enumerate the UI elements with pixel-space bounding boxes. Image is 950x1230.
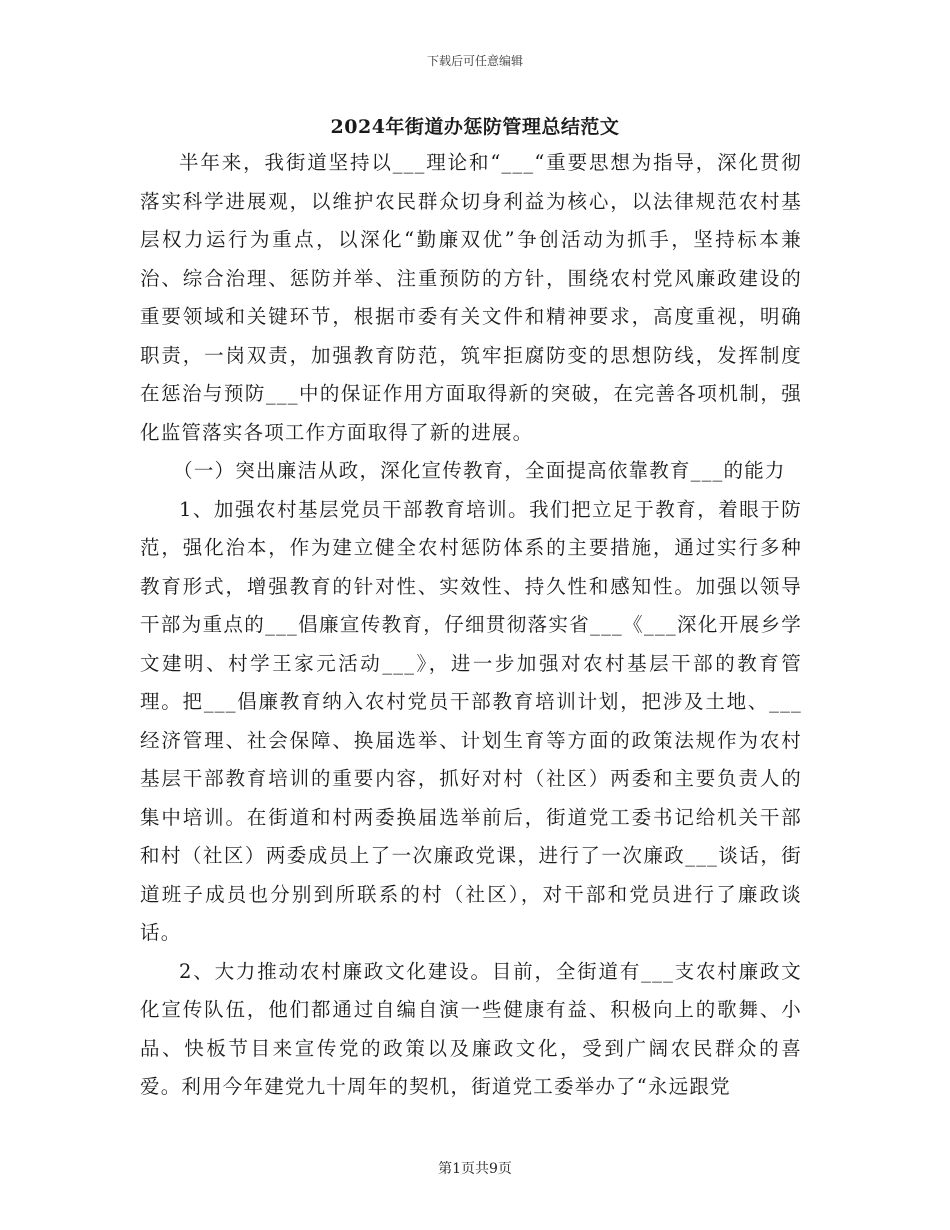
section-heading: （一）突出廉洁从政，深化宣传教育，全面提高依靠教育___的能力: [173, 459, 786, 482]
item-2-paragraph: 2、大力推动农村廉政文化建设。目前，全街道有___支农村廉政文化宣传队伍，他们都通过自编自演一些健康有益、积极向上的歌舞、小品、快板节目来宣传党的政策以及廉政文化，受到广阔农民群众的喜爱。利用今年建党九十周年的契机，街道党工委举办了“永远跟党: [140, 959, 802, 1098]
page-header-note: 下载后可任意编辑: [426, 54, 523, 68]
page-number: 第1页共9页: [438, 1161, 512, 1177]
document-body: [140, 144, 802, 1107]
document-title: 2024年街道办惩防管理总结范文: [330, 116, 620, 138]
intro-paragraph: 半年来，我街道坚持以___理论和“___“重要思想为指导，深化贯彻落实科学进展观，以维护农民群众切身利益为核心，以法律规范农村基层权力运行为重点，以深化“勤廉双优”争创活动为抓手，坚持标本兼治、综合治理、惩防并举、注重预防的方针，围绕农村党风廉政建设的重要领域和关键环节，根据市委有关文件和精神要求，高度重视，明确职责，一岗双责，加强教育防范，筑牢拒腐防变的思想防线，发挥制度在惩治与预防___中的保证作用方面取得新的突破，在完善各项机制，强化监管落实各项工作方面取得了新的进展。: [140, 151, 802, 444]
item-1-paragraph: 1、加强农村基层党员干部教育培训。我们把立足于教育，着眼于防范，强化治本，作为建立健全农村惩防体系的主要措施，通过实行多种教育形式，增强教育的针对性、实效性、持久性和感知性。加强以领导干部为重点的___倡廉宣传教育，仔细贯彻落实省___《___深化开展乡学文建明、村学王家元活动___》，进一步加强对农村基层干部的教育管理。把___倡廉教育纳入农村党员干部教育培训计划，把涉及土地、___经济管理、社会保障、换届选举、计划生育等方面的政策法规作为农村基层干部教育培训的重要内容，抓好对村（社区）两委和主要负责人的集中培训。在街道和村两委换届选举前后，街道党工委书记给机关干部和村（社区）两委成员上了一次廉政党课，进行了一次廉政___谈话，街道班子成员也分别到所联系的村（社区），对干部和党员进行了廉政谈话。: [140, 497, 802, 944]
